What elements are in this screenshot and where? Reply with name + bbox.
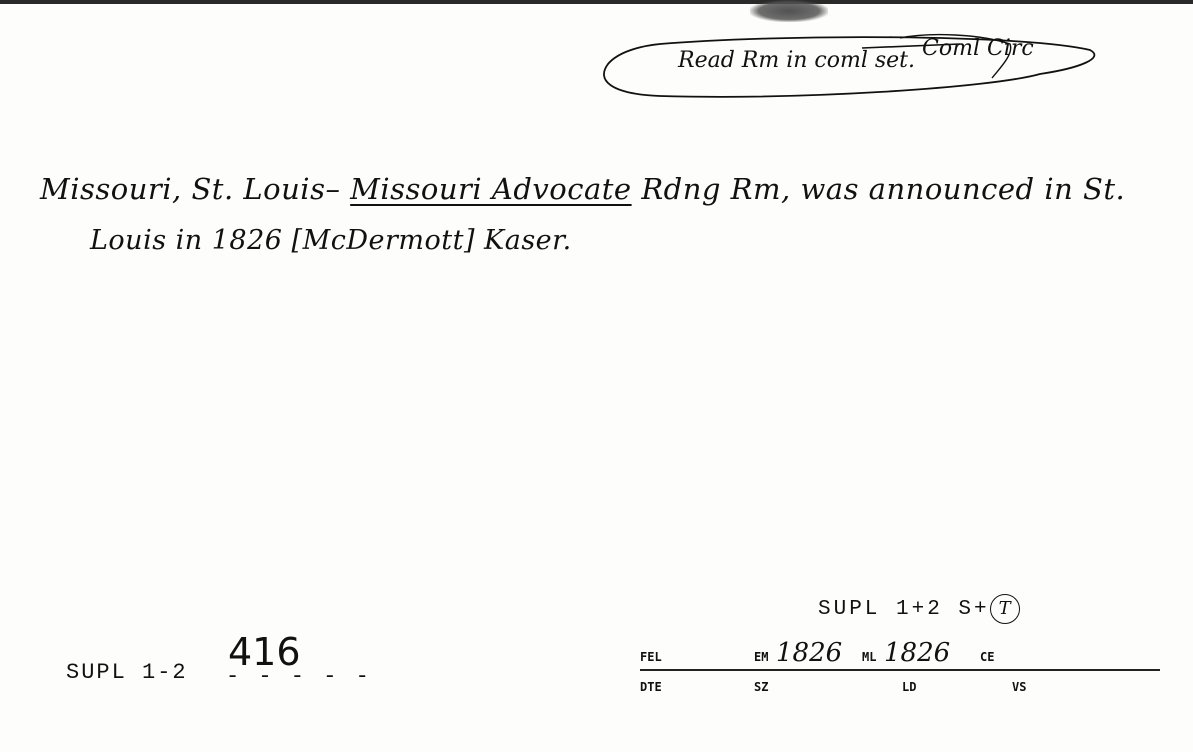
oval-note-text: Read Rm in coml set. (678, 48, 915, 73)
left-dashes: - - - - - (226, 664, 372, 689)
stat-row (640, 638, 1160, 672)
left-supl-code: SUPL 1-2 (66, 660, 188, 685)
stat-rule (640, 669, 1160, 671)
label-vs: VS (1012, 680, 1027, 694)
entry-line-1-prefix: Missouri, St. Louis– (40, 172, 351, 206)
entry-line-1 (40, 172, 1125, 206)
oval-note-crossed-text: Coml Circ (922, 36, 1034, 61)
oval-note (600, 30, 1100, 104)
label-fel: FEL (640, 650, 662, 664)
label-dte: DTE (640, 680, 662, 694)
ink-smudge (750, 0, 828, 22)
right-supl-code (818, 594, 1020, 624)
left-card-number: 416 (228, 630, 301, 674)
label-em: EM (754, 650, 769, 664)
ml-value: 1826 (884, 638, 951, 668)
entry-publication-title: Missouri Advocate (350, 172, 632, 206)
right-supl-code-text: SUPL 1+2 S+ (818, 598, 990, 621)
label-ld: LD (902, 680, 917, 694)
label-sz: SZ (754, 680, 769, 694)
label-ce: CE (980, 650, 995, 664)
label-ml: ML (862, 650, 877, 664)
em-value: 1826 (776, 638, 843, 668)
card-top-edge (0, 0, 1193, 4)
entry-line-2: Louis in 1826 [McDermott] Kaser. (90, 225, 572, 256)
entry-line-1-suffix: Rdng Rm, was announced in St. (631, 172, 1126, 206)
circled-letter: T (990, 594, 1020, 624)
